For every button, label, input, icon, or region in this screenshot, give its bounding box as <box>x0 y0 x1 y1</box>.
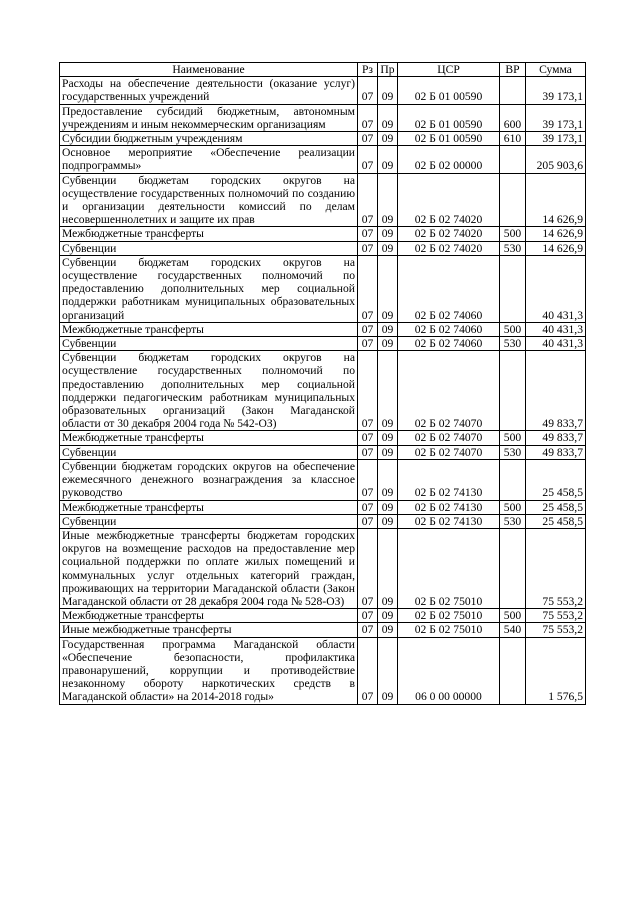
cell-pr: 09 <box>378 104 398 131</box>
cell-rz: 07 <box>358 337 378 351</box>
cell-name: Иные межбюджетные трансферты <box>60 623 358 637</box>
cell-name: Межбюджетные трансферты <box>60 322 358 336</box>
table-row <box>60 445 586 459</box>
cell-rz: 07 <box>358 77 378 104</box>
cell-csr: 02 Б 02 74130 <box>398 500 500 514</box>
cell-rz: 07 <box>358 500 378 514</box>
table-row <box>60 77 586 104</box>
cell-rz: 07 <box>358 104 378 131</box>
cell-csr: 02 Б 02 74020 <box>398 241 500 255</box>
cell-vr: 500 <box>500 431 526 445</box>
cell-csr: 02 Б 02 75010 <box>398 609 500 623</box>
table-row <box>60 637 586 704</box>
header-vr: ВР <box>500 63 526 77</box>
cell-vr <box>500 146 526 173</box>
table-row <box>60 431 586 445</box>
cell-rz: 07 <box>358 351 378 431</box>
cell-csr: 02 Б 02 75010 <box>398 623 500 637</box>
cell-rz: 07 <box>358 322 378 336</box>
cell-rz: 07 <box>358 445 378 459</box>
cell-vr: 530 <box>500 241 526 255</box>
cell-rz: 07 <box>358 132 378 146</box>
table-row <box>60 514 586 528</box>
cell-name: Межбюджетные трансферты <box>60 227 358 241</box>
cell-vr <box>500 173 526 227</box>
cell-name: Предоставление субсидий бюджетным, автономным учреждениям и иным некоммерческим организациям <box>60 104 358 131</box>
cell-rz: 07 <box>358 637 378 704</box>
cell-pr: 09 <box>378 173 398 227</box>
cell-vr: 500 <box>500 609 526 623</box>
cell-csr: 06 0 00 00000 <box>398 637 500 704</box>
cell-pr: 09 <box>378 623 398 637</box>
cell-sum: 75 553,2 <box>526 623 586 637</box>
cell-rz: 07 <box>358 431 378 445</box>
cell-pr: 09 <box>378 241 398 255</box>
cell-name: Субвенции <box>60 445 358 459</box>
header-sum: Сумма <box>526 63 586 77</box>
cell-vr: 500 <box>500 500 526 514</box>
cell-sum: 14 626,9 <box>526 173 586 227</box>
cell-csr: 02 Б 02 74060 <box>398 322 500 336</box>
cell-vr: 500 <box>500 322 526 336</box>
cell-csr: 02 Б 02 74070 <box>398 351 500 431</box>
cell-vr <box>500 637 526 704</box>
table-row <box>60 132 586 146</box>
cell-csr: 02 Б 02 74130 <box>398 459 500 500</box>
cell-sum: 25 458,5 <box>526 459 586 500</box>
cell-sum: 40 431,3 <box>526 255 586 322</box>
cell-pr: 09 <box>378 431 398 445</box>
cell-pr: 09 <box>378 445 398 459</box>
cell-csr: 02 Б 01 00590 <box>398 132 500 146</box>
cell-name: Субвенции <box>60 241 358 255</box>
cell-rz: 07 <box>358 459 378 500</box>
cell-vr <box>500 351 526 431</box>
cell-pr: 09 <box>378 77 398 104</box>
cell-vr <box>500 528 526 608</box>
cell-vr: 600 <box>500 104 526 131</box>
cell-rz: 07 <box>358 514 378 528</box>
cell-csr: 02 Б 02 74020 <box>398 173 500 227</box>
table-row <box>60 500 586 514</box>
table-row <box>60 459 586 500</box>
table-header-row <box>60 63 586 77</box>
cell-pr: 09 <box>378 514 398 528</box>
cell-sum: 75 553,2 <box>526 609 586 623</box>
cell-csr: 02 Б 02 74070 <box>398 445 500 459</box>
cell-csr: 02 Б 02 00000 <box>398 146 500 173</box>
cell-name: Расходы на обеспечение деятельности (оказание услуг) государственных учреждений <box>60 77 358 104</box>
cell-rz: 07 <box>358 173 378 227</box>
cell-pr: 09 <box>378 500 398 514</box>
cell-pr: 09 <box>378 146 398 173</box>
cell-vr <box>500 255 526 322</box>
cell-csr: 02 Б 02 75010 <box>398 528 500 608</box>
cell-sum: 39 173,1 <box>526 132 586 146</box>
cell-csr: 02 Б 02 74070 <box>398 431 500 445</box>
header-pr: Пр <box>378 63 398 77</box>
cell-name: Субвенции <box>60 514 358 528</box>
cell-sum: 49 833,7 <box>526 445 586 459</box>
cell-rz: 07 <box>358 227 378 241</box>
cell-sum: 39 173,1 <box>526 104 586 131</box>
cell-vr: 530 <box>500 514 526 528</box>
cell-rz: 07 <box>358 146 378 173</box>
cell-sum: 49 833,7 <box>526 351 586 431</box>
cell-name: Основное мероприятие «Обеспечение реализации подпрограммы» <box>60 146 358 173</box>
cell-name: Субвенции <box>60 337 358 351</box>
cell-name: Субсидии бюджетным учреждениям <box>60 132 358 146</box>
cell-pr: 09 <box>378 528 398 608</box>
cell-sum: 75 553,2 <box>526 528 586 608</box>
cell-sum: 14 626,9 <box>526 227 586 241</box>
header-csr: ЦСР <box>398 63 500 77</box>
header-name: Наименование <box>60 63 358 77</box>
table-row <box>60 623 586 637</box>
cell-vr <box>500 77 526 104</box>
table-row <box>60 255 586 322</box>
cell-rz: 07 <box>358 241 378 255</box>
cell-pr: 09 <box>378 459 398 500</box>
cell-vr: 610 <box>500 132 526 146</box>
cell-sum: 25 458,5 <box>526 514 586 528</box>
cell-sum: 40 431,3 <box>526 322 586 336</box>
cell-pr: 09 <box>378 609 398 623</box>
cell-csr: 02 Б 01 00590 <box>398 104 500 131</box>
cell-name: Государственная программа Магаданской области «Обеспечение безопасности, профилактика правонарушений, коррупции и противодействие незаконному обороту наркотических средств в Магаданской области» на 2014-2018 годы» <box>60 637 358 704</box>
cell-sum: 205 903,6 <box>526 146 586 173</box>
cell-pr: 09 <box>378 322 398 336</box>
cell-vr: 500 <box>500 227 526 241</box>
cell-vr <box>500 459 526 500</box>
table-row <box>60 322 586 336</box>
cell-vr: 530 <box>500 337 526 351</box>
cell-rz: 07 <box>358 609 378 623</box>
cell-rz: 07 <box>358 255 378 322</box>
cell-name: Межбюджетные трансферты <box>60 500 358 514</box>
cell-name: Межбюджетные трансферты <box>60 609 358 623</box>
cell-name: Субвенции бюджетам городских округов на осуществление государственных полномочий по предоставлению дополнительных мер социальной поддержки педагогическим работникам муниципальных образовательных организаций (Закон Магаданской области от 30 декабря 2004 года № 542-ОЗ) <box>60 351 358 431</box>
header-rz: Рз <box>358 63 378 77</box>
table-row <box>60 241 586 255</box>
cell-pr: 09 <box>378 637 398 704</box>
cell-vr: 540 <box>500 623 526 637</box>
cell-name: Субвенции бюджетам городских округов на осуществление государственных полномочий по созданию и организации деятельности комиссий по делам несовершеннолетних и защите их прав <box>60 173 358 227</box>
table-row <box>60 337 586 351</box>
cell-sum: 1 576,5 <box>526 637 586 704</box>
cell-name: Иные межбюджетные трансферты бюджетам городских округов на возмещение расходов на предоставление мер социальной поддержки по оплате жилых помещений и коммунальных услуг отдельных категорий граждан, проживающих на территории Магаданской области (Закон Магаданской области от 28 декабря 2004 года № 528-ОЗ) <box>60 528 358 608</box>
cell-rz: 07 <box>358 528 378 608</box>
cell-rz: 07 <box>358 623 378 637</box>
cell-name: Межбюджетные трансферты <box>60 431 358 445</box>
table-row <box>60 227 586 241</box>
cell-csr: 02 Б 02 74020 <box>398 227 500 241</box>
table-row <box>60 173 586 227</box>
table-row <box>60 528 586 608</box>
table-row <box>60 146 586 173</box>
cell-pr: 09 <box>378 351 398 431</box>
cell-name: Субвенции бюджетам городских округов на осуществление государственных полномочий по предоставлению дополнительных мер социальной поддержки работникам муниципальных образовательных организаций <box>60 255 358 322</box>
cell-csr: 02 Б 02 74060 <box>398 255 500 322</box>
cell-sum: 39 173,1 <box>526 77 586 104</box>
table-row <box>60 104 586 131</box>
cell-pr: 09 <box>378 132 398 146</box>
table-row <box>60 351 586 431</box>
cell-csr: 02 Б 02 74130 <box>398 514 500 528</box>
cell-name: Субвенции бюджетам городских округов на обеспечение ежемесячного денежного вознаграждения за классное руководство <box>60 459 358 500</box>
cell-pr: 09 <box>378 255 398 322</box>
cell-sum: 49 833,7 <box>526 431 586 445</box>
cell-pr: 09 <box>378 337 398 351</box>
budget-table <box>59 62 586 705</box>
table-row <box>60 609 586 623</box>
cell-pr: 09 <box>378 227 398 241</box>
cell-csr: 02 Б 01 00590 <box>398 77 500 104</box>
cell-sum: 25 458,5 <box>526 500 586 514</box>
cell-sum: 14 626,9 <box>526 241 586 255</box>
cell-sum: 40 431,3 <box>526 337 586 351</box>
cell-vr: 530 <box>500 445 526 459</box>
cell-csr: 02 Б 02 74060 <box>398 337 500 351</box>
table-body <box>60 77 586 704</box>
